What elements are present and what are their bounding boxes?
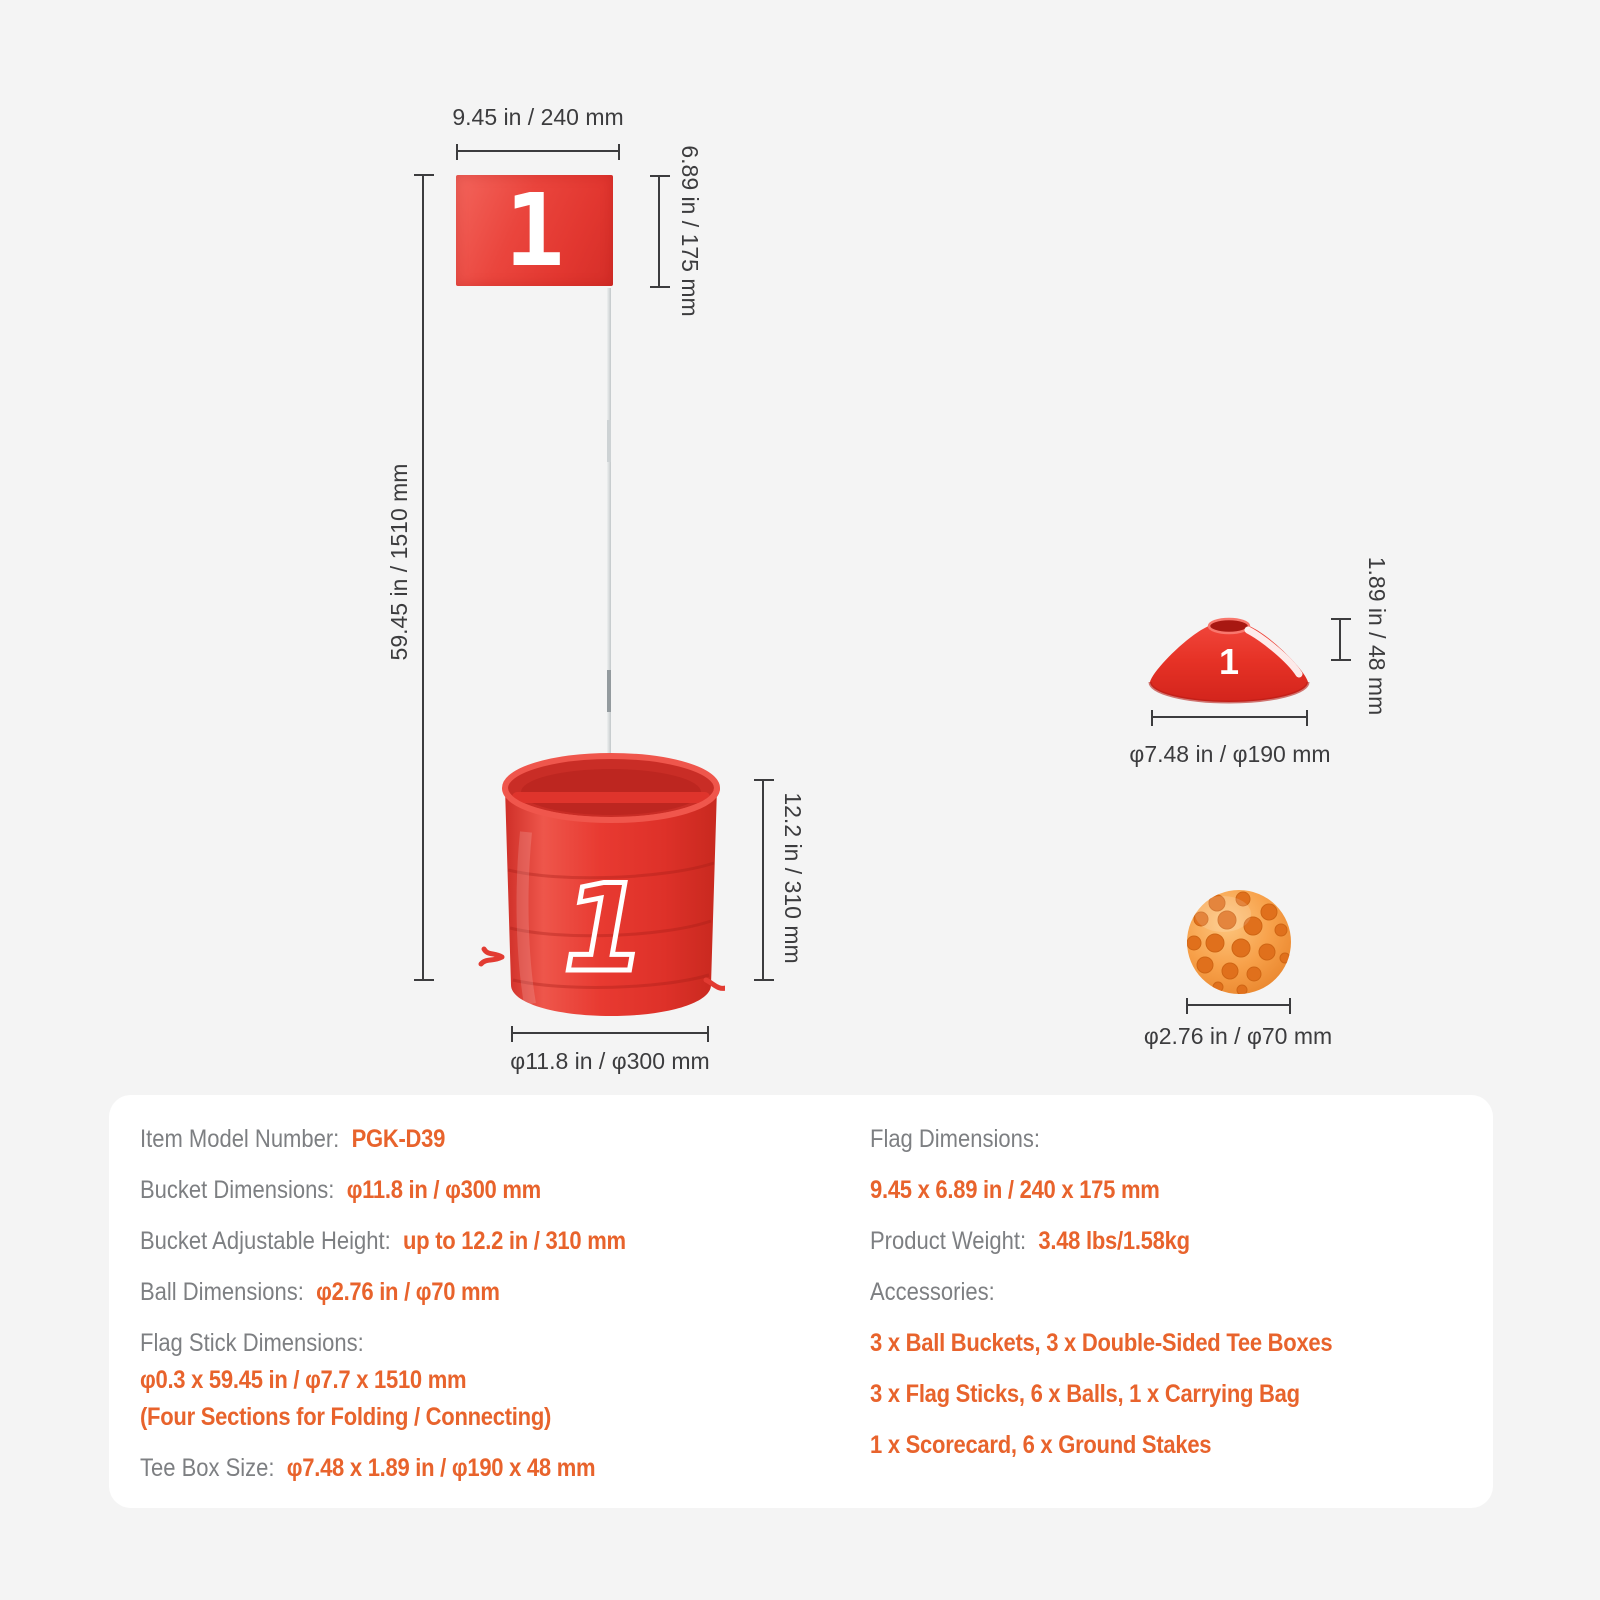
spec-value: 3 x Ball Buckets, 3 x Double-Sided Tee Boxes: [870, 1329, 1333, 1357]
bucket-diameter-dimension-line: [512, 1032, 708, 1034]
bucket-crossbar: [512, 792, 710, 803]
spec-row: [870, 1173, 1521, 1208]
spec-label: Ball Dimensions:: [140, 1278, 310, 1306]
spec-value: 3.48 lbs/1.58kg: [1038, 1227, 1190, 1255]
tee-diameter-dimension-line: [1152, 716, 1307, 718]
tee-box-graphic: [1145, 608, 1315, 708]
spec-column-right: [870, 1122, 1521, 1463]
pole-height-dimension-line: [422, 175, 424, 980]
spec-row: [140, 1451, 791, 1486]
tee-diameter-dimension-label: φ7.48 in / φ190 mm: [1129, 741, 1331, 767]
spec-row: [140, 1224, 791, 1259]
spec-value: 9.45 x 6.89 in / 240 x 175 mm: [870, 1176, 1160, 1204]
pole-height-dimension-label: 59.45 in / 1510 mm: [386, 463, 412, 661]
spec-row: [140, 1400, 791, 1435]
spec-value: 3 x Flag Sticks, 6 x Balls, 1 x Carrying Bag: [870, 1380, 1300, 1408]
spec-row: [870, 1428, 1521, 1463]
spec-label: Bucket Adjustable Height:: [140, 1227, 397, 1255]
ball-diameter-dimension-line: [1187, 1004, 1290, 1006]
flag-graphic: [456, 171, 613, 289]
flag-height-dimension-label: 6.89 in / 175 mm: [677, 145, 703, 317]
spec-label: Tee Box Size:: [140, 1454, 281, 1482]
spec-column-left: [140, 1122, 791, 1486]
flag-hole-number: 1: [504, 171, 565, 289]
spec-row: [870, 1377, 1521, 1412]
spec-panel: [109, 1095, 1493, 1508]
bucket-height-dimension-line: [762, 780, 764, 980]
bucket-tie-string: [481, 949, 502, 964]
spec-label: Flag Dimensions:: [870, 1125, 1040, 1153]
practice-ball-graphic: [1185, 888, 1293, 996]
spec-label: Accessories:: [870, 1278, 995, 1306]
tee-height-dimension-label: 1.89 in / 48 mm: [1364, 556, 1390, 716]
spec-row: [140, 1326, 791, 1361]
flagpole-joint: [607, 670, 611, 712]
flag-width-dimension-line: [457, 150, 619, 152]
flagpole-joint: [607, 420, 611, 462]
spec-value: (Four Sections for Folding / Connecting): [140, 1403, 552, 1431]
spec-value: φ7.48 x 1.89 in / φ190 x 48 mm: [286, 1454, 596, 1482]
ball-highlight: [1195, 896, 1251, 932]
spec-value: φ2.76 in / φ70 mm: [316, 1278, 500, 1306]
spec-row: [870, 1326, 1521, 1361]
tee-box-top-hole: [1209, 619, 1249, 633]
spec-label: Item Model Number:: [140, 1125, 346, 1153]
flagpole-graphic: [607, 288, 611, 796]
spec-row: [140, 1173, 791, 1208]
tee-height-dimension-line: [1339, 619, 1341, 660]
tee-box-number: 1: [1218, 641, 1240, 682]
spec-row: [140, 1122, 791, 1157]
spec-value: 1 x Scorecard, 6 x Ground Stakes: [870, 1431, 1212, 1459]
spec-value: PGK-D39: [351, 1125, 446, 1153]
spec-row: [870, 1224, 1521, 1259]
flag-width-dimension-label: 9.45 in / 240 mm: [452, 104, 624, 130]
ball-bucket-graphic: [475, 752, 725, 1022]
spec-row: [140, 1363, 791, 1398]
bucket-hole-number: 1: [549, 858, 658, 999]
spec-value: φ0.3 x 59.45 in / φ7.7 x 1510 mm: [140, 1366, 467, 1394]
ball-diameter-dimension-label: φ2.76 in / φ70 mm: [1143, 1023, 1333, 1049]
spec-label: Product Weight:: [870, 1227, 1033, 1255]
spec-value: up to 12.2 in / 310 mm: [402, 1227, 626, 1255]
spec-label: Bucket Dimensions:: [140, 1176, 341, 1204]
spec-value: φ11.8 in / φ300 mm: [346, 1176, 541, 1204]
spec-label: Flag Stick Dimensions:: [140, 1329, 364, 1357]
flag-height-dimension-line: [658, 176, 660, 287]
spec-row: [140, 1275, 791, 1310]
spec-row: [870, 1122, 1521, 1157]
spec-row: [870, 1275, 1521, 1310]
bucket-diameter-dimension-label: φ11.8 in / φ300 mm: [510, 1048, 710, 1074]
bucket-height-dimension-label: 12.2 in / 310 mm: [780, 792, 806, 964]
